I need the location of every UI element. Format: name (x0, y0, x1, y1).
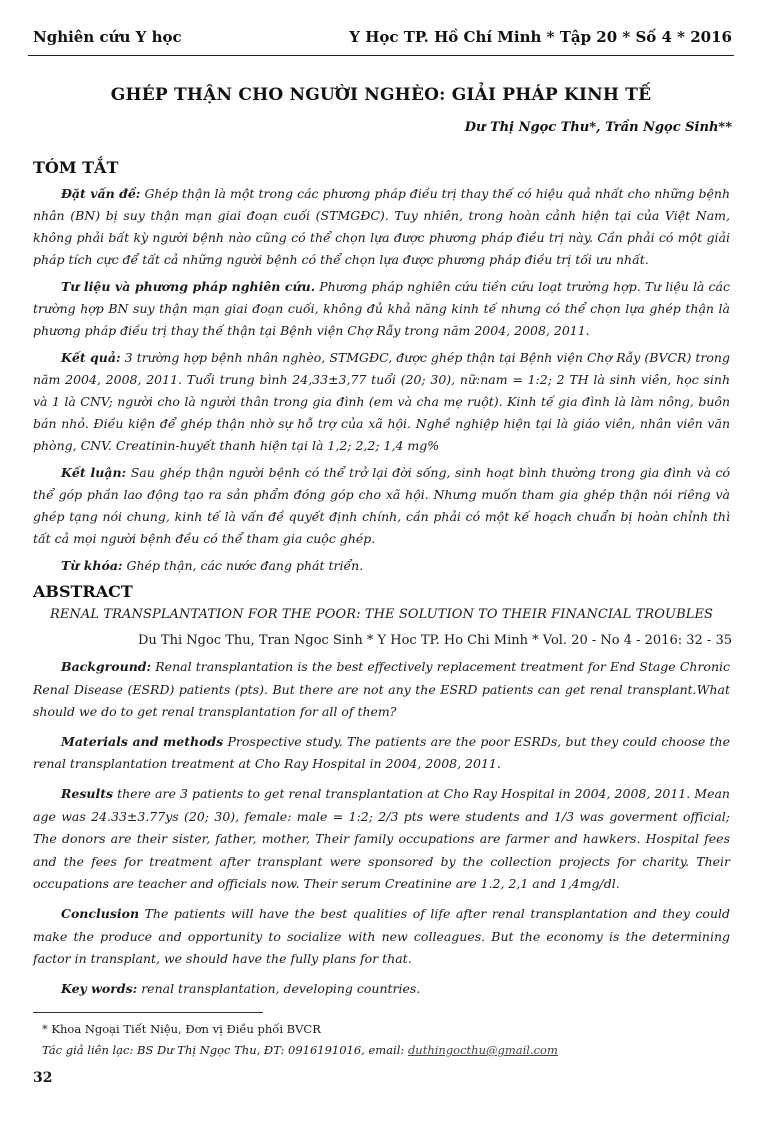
header-divider (28, 55, 734, 56)
paragraph-text: Ghép thận là một trong các phương pháp điều trị thay thế có hiệu quả nhất cho những bệnh nhân (BN) bị suy thận mạn giai đoạn cuối (STMGĐC). Tuy nhiên, trong hoàn cảnh hiện tại của Việt Nam, không phải bất kỳ người bệnh nào cũng có thể chọn lựa được phương pháp điều trị này. Cần phải có một giải pháp tích cực để tất cả những người bệnh có thể chọn lựa được phương pháp điều trị tối ưu nhất. (33, 186, 730, 267)
paragraph-text: 3 trường hợp bệnh nhân nghèo, STMGĐC, được ghép thận tại Bệnh viện Chợ Rẫy (BVCR) trong năm 2004, 2008, 2011. Tuổi trung bình 24,33±3,77 tuổi (20; 30), nữ:nam = 1:2; 2 TH là sinh viên, học sinh và 1 là CNV; người cho là người thân trong gia đình (em và cha mẹ ruột). Kinh tế gia đình là làm nông, buôn bán nhỏ. Điều kiện để ghép thận nhờ sự hỗ trợ của xã hội. Nghề nghiệp hiện tại là giáo viên, nhân viên văn phòng, CNV. Creatinin-huyết thanh hiện tại là 1,2; 2,2; 1,4 mg% (33, 350, 730, 453)
paragraph-text: Renal transplantation is the best effectively replacement treatment for End Stage Chronic Renal Disease (ESRD) patients (pts). But there are not any the ESRD patients can get renal transplant.What should we do to get renal transplantation for all of them? (33, 659, 730, 720)
abstract-body (33, 656, 730, 1007)
running-header-journal: Y Học TP. Hồ Chí Minh * Tập 20 * Số 4 * 2016 (349, 28, 732, 46)
paragraph-label: Materials and methods (61, 733, 224, 749)
abstract-paragraph (33, 978, 730, 1001)
footnote-divider (33, 1012, 263, 1013)
paragraph-text: Ghép thận, các nước đang phát triển. (122, 558, 364, 573)
abstract-paragraph (33, 903, 730, 971)
paragraph-label: Kết luận: (61, 465, 127, 480)
paragraph-label: Results (61, 785, 114, 801)
paragraph-label: Đặt vấn đề: (61, 186, 141, 201)
tomtat-paragraph (33, 183, 730, 271)
paragraph-label: Key words: (61, 980, 138, 996)
abstract-heading: ABSTRACT (33, 582, 133, 601)
paragraph-text: Sau ghép thận người bệnh có thể trở lại đời sống, sinh hoạt bình thường trong gia đình và có thể góp phần lao động tạo ra sản phẩm đóng góp cho xã hội. Nhưng muốn tham gia ghép thận nói riêng và ghép tạng nói chung, kinh tế là vấn đề quyết định chính, cần phải có một kế hoạch chuẩn bị hoàn chỉnh thì tất cả mọi người bệnh đều có thể tham gia cuộc ghép. (33, 465, 730, 546)
paragraph-text: there are 3 patients to get renal transplantation at Cho Ray Hospital in 2004, 2008, 2011. Mean age was 24.33±3.77ys (20; 30), female: male = 1:2; 2/3 pts were students and 1/3 was goverment official; The donors are their sister, father, mother, Their family occupations are farmer and hawkers. Hospital fees and the fees for treatment after transplant were sponsored by the collection projects for charity. Their occupations are teacher and officials now. Their serum Creatinine are 1.2, 2,1 and 1,4mg/dl. (33, 785, 730, 892)
tomtat-paragraph (33, 347, 730, 457)
paragraph-label: Kết quả: (61, 350, 121, 365)
tomtat-paragraph (33, 555, 730, 577)
paragraph-label: Conclusion (61, 905, 140, 921)
tomtat-paragraph (33, 462, 730, 550)
abstract-paragraph (33, 731, 730, 776)
running-header-section: Nghiên cứu Y học (33, 28, 182, 46)
article-title: GHÉP THẬN CHO NGƯỜI NGHÈO: GIẢI PHÁP KINH TẾ (110, 85, 652, 105)
abstract-title: RENAL TRANSPLANTATION FOR THE POOR: THE SOLUTION TO THEIR FINANCIAL TROUBLES (49, 607, 714, 622)
email-link[interactable]: duthingocthu@gmail.com (407, 1043, 558, 1057)
tomtat-body (33, 183, 730, 582)
paragraph-label: Từ khóa: (61, 558, 123, 573)
abstract-paragraph (33, 783, 730, 896)
paragraph-text: Phương pháp nghiên cứu tiền cứu loạt trường hợp. Tư liệu là các trường hợp BN suy thận mạn giai đoạn cuối, không đủ khả năng kinh tế nhưng có thể chọn lựa ghép thận là phương pháp điều trị thay thế thận tại Bệnh viện Chợ Rẫy trong năm 2004, 2008, 2011. (33, 279, 730, 338)
paragraph-text: Prospective study. The patients are the poor ESRDs, but they could choose the renal transplantation treatment at Cho Ray Hospital in 2004, 2008, 2011. (33, 733, 731, 772)
paragraph-text: The patients will have the best qualities of life after renal transplantation and they could make the produce and opportunity to socialize with new colleagues. But the economy is the determining factor in transplant, we should have the fully plans for that. (33, 905, 730, 967)
tomtat-heading: TÓM TẮT (33, 158, 119, 177)
paragraph-label: Background: (61, 659, 152, 674)
paragraph-label: Tư liệu và phương pháp nghiên cứu. (61, 279, 316, 294)
tomtat-paragraph (33, 276, 730, 342)
paragraph-text: renal transplantation, developing countries. (137, 980, 421, 996)
footnote-affiliation: * Khoa Ngoại Tiết Niệu, Đơn vị Điều phối BVCR (42, 1022, 321, 1036)
page-number: 32 (33, 1070, 53, 1086)
abstract-paragraph (33, 656, 730, 724)
abstract-citation: Du Thi Ngoc Thu, Tran Ngoc Sinh * Y Hoc TP. Ho Chi Minh * Vol. 20 - No 4 - 2016: 32 - 35 (138, 633, 732, 648)
footnote-contact (42, 1043, 558, 1057)
contact-text: Tác giả liên lạc: BS Dư Thị Ngọc Thu, ĐT: 0916191016, email: (42, 1043, 408, 1057)
article-authors: Dư Thị Ngọc Thu*, Trần Ngọc Sinh** (464, 120, 732, 135)
